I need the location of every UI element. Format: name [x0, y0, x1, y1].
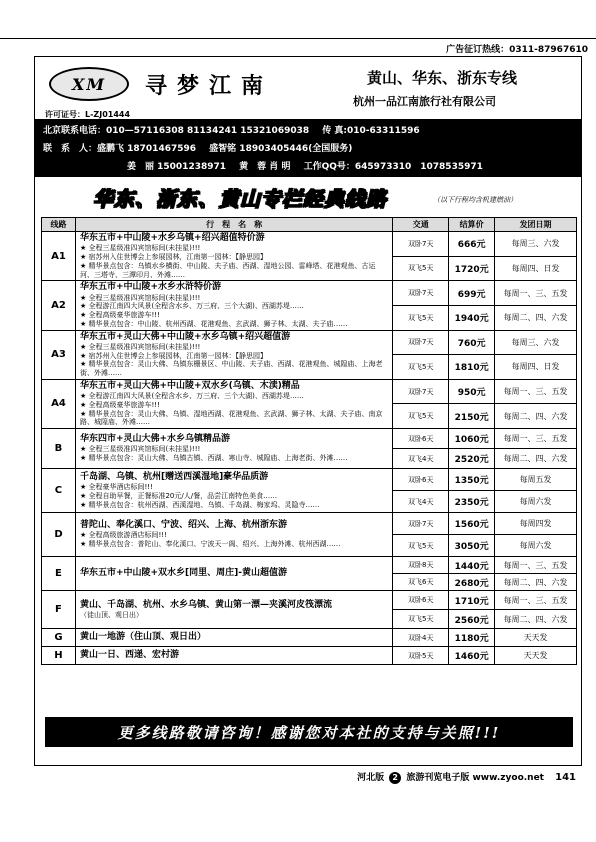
route-dept: 每周一、三、五发	[495, 591, 577, 610]
route-traffic: 双卧7天	[393, 281, 449, 306]
route-traffic: 双卧8天	[393, 557, 449, 574]
route-description	[75, 513, 392, 557]
route-detail-line: ★ 全程高级豪华旅游车!!!	[79, 400, 160, 409]
route-dept: 每周六发	[495, 491, 577, 513]
route-price: 2680元	[449, 574, 495, 591]
header-name: 行 程 名 称	[75, 218, 392, 232]
route-dept: 每周三、六发	[495, 330, 577, 355]
route-traffic: 双飞5天	[393, 305, 449, 330]
route-price: 950元	[449, 379, 495, 404]
contact-person-3: 姜 丽 15001238971	[127, 162, 227, 172]
top-divider	[0, 38, 596, 39]
route-detail-line: ★ 精华景点包含：乌镇水乡横街、中山陵、夫子庙、西湖、湿地公园、雷峰塔、花港观鱼、古运河、三塔寺、三潭印月、外滩……	[79, 261, 376, 279]
route-dept: 天天发	[495, 629, 577, 647]
route-detail-line: ★ 全程自助早餐，正餐标准20元/人/餐，品尝江南特色美食……	[79, 491, 278, 500]
route-dept: 每周二、四、六发	[495, 610, 577, 629]
route-price: 1560元	[449, 513, 495, 535]
route-dept: 每周一、三、五发	[495, 557, 577, 574]
table-header-row	[42, 218, 577, 232]
qq-numbers: 工作QQ号：645973310 1078535971	[303, 162, 483, 172]
route-price: 699元	[449, 281, 495, 306]
route-name: 黄山一日、西递、宏村游	[79, 649, 179, 660]
route-name: 华东四市+灵山大佛+水乡乌镇精品游	[79, 434, 231, 445]
route-traffic: 双飞4天	[393, 491, 449, 513]
route-dept: 每周二、四、六发	[495, 305, 577, 330]
route-dept: 天天发	[495, 647, 577, 665]
route-dept: 每周一、三、五发	[495, 281, 577, 306]
footer-region: 河北版	[357, 773, 385, 783]
route-traffic: 双飞5天	[393, 535, 449, 557]
ad-page	[34, 56, 582, 766]
table-row	[42, 647, 577, 665]
route-detail-line: ★ 全程三星级准四宾馆标间(未挂星)!!!	[79, 244, 201, 253]
route-detail-line: ★ 全程高级旅游酒店标间!!!	[79, 531, 167, 540]
route-code: D	[42, 513, 76, 557]
route-name: 黄山、千岛湖、杭州、水乡乌镇、黄山第一漂—夹溪河皮筏漂流	[79, 599, 332, 610]
route-traffic: 双飞5天	[393, 610, 449, 629]
route-traffic: 双卧7天	[393, 232, 449, 257]
route-detail-line: ★ 精华景点包含：中山陵、杭州西湖、花港观鱼、玄武湖、狮子林、太湖、夫子庙……	[79, 319, 348, 328]
route-detail-line: ★ 精华景点包含：灵山大佛、乌镇东栅景区、中山陵、夫子庙、西湖、花港观鱼、城隍庙、上海老街、外滩……	[79, 360, 383, 377]
route-traffic: 双飞5天	[393, 256, 449, 281]
route-price: 760元	[449, 330, 495, 355]
route-dept: 每周一、三、五发	[495, 429, 577, 449]
route-dept: 每周三、六发	[495, 232, 577, 257]
route-code: C	[42, 469, 76, 513]
route-detail-line: （徒山顶、观日出）	[79, 610, 143, 619]
route-price: 1710元	[449, 591, 495, 610]
page-footer	[357, 770, 576, 784]
contact-person-2: 盛智铭 18903405446(全国服务)	[209, 144, 353, 154]
route-price: 2150元	[449, 404, 495, 429]
route-price: 1810元	[449, 355, 495, 380]
route-code: A2	[42, 281, 76, 330]
table-row	[42, 330, 577, 355]
route-name: 千岛湖、乌镇、杭州[赠送西溪湿地]豪华品质游	[79, 471, 269, 482]
route-dept: 每周四发	[495, 513, 577, 535]
route-description	[75, 557, 392, 591]
route-code: G	[42, 629, 76, 647]
route-traffic: 双卧4天	[393, 629, 449, 647]
contact-row-3	[127, 159, 493, 172]
header-price: 结算价	[449, 218, 495, 232]
route-detail-line: ★ 精华景点包含：灵山大佛、乌镇古镇、西湖、寒山寺、城隍庙、上海老街、外滩……	[79, 454, 348, 463]
header-traffic: 交通	[393, 218, 449, 232]
route-name: 普陀山、奉化溪口、宁波、绍兴、上海、杭州浙东游	[79, 520, 287, 531]
route-dept: 每周四、日发	[495, 355, 577, 380]
table-row	[42, 591, 577, 610]
route-code: F	[42, 591, 76, 629]
route-description	[75, 379, 392, 428]
route-code: A4	[42, 379, 76, 428]
route-detail-line: ★ 全程高级豪华旅游车!!!	[79, 311, 160, 319]
route-name: 华东五市+中山陵+水乡水浒特价游	[79, 282, 222, 293]
route-name: 黄山一地游（住山顶、观日出）	[79, 631, 206, 642]
page-number: 141	[555, 772, 576, 783]
route-detail-line: ★ 精华景点包含：杭州西湖、西溪湿地、乌镇、千岛湖、梅家坞、灵隐寺……	[79, 500, 320, 509]
route-code: E	[42, 557, 76, 591]
route-dept: 每周六发	[495, 535, 577, 557]
route-traffic: 双飞5天	[393, 355, 449, 380]
route-code: H	[42, 647, 76, 665]
contact-row-2	[43, 141, 362, 154]
company-name: 杭州一品江南旅行社有限公司	[353, 95, 496, 108]
table-row	[42, 513, 577, 535]
route-dept: 每周四、日发	[495, 256, 577, 281]
license-number: 许可证号：L-ZJ01444	[45, 110, 131, 119]
contact-row-1	[43, 123, 430, 136]
route-price: 2520元	[449, 449, 495, 469]
table-row	[42, 469, 577, 491]
route-description	[75, 591, 392, 629]
contact-bar	[35, 119, 581, 177]
route-price: 2350元	[449, 491, 495, 513]
route-traffic: 双卧7天	[393, 379, 449, 404]
route-detail-line: ★ 精华景点包含：灵山大佛、乌镇、湿地西湖、花港观鱼、玄武湖、狮子林、太湖、夫子庙、南京路、城隍庙、外滩……	[79, 409, 383, 427]
route-dept: 每周二、四、六发	[495, 404, 577, 429]
bottom-banner: 更多线路敬请咨询！感谢您对本社的支持与关照!!!	[45, 717, 573, 747]
route-description	[75, 469, 392, 513]
route-traffic: 双卧6天	[393, 591, 449, 610]
table-row	[42, 232, 577, 257]
ad-hotline: 广告征订热线：0311-87967610	[446, 45, 588, 55]
section-title: 华东、浙东、黄山专栏经典线路	[93, 187, 387, 211]
route-traffic: 双卧7天	[393, 330, 449, 355]
route-price: 1460元	[449, 647, 495, 665]
header-code: 线路	[42, 218, 76, 232]
route-description	[75, 330, 392, 379]
route-traffic: 双飞4天	[393, 449, 449, 469]
table-row	[42, 379, 577, 404]
section-note: （以下行程均含机建燃油）	[433, 196, 517, 204]
table-row	[42, 629, 577, 647]
route-dept: 每周一、三、五发	[495, 379, 577, 404]
route-description	[75, 281, 392, 330]
route-code: A1	[42, 232, 76, 281]
route-price: 1350元	[449, 469, 495, 491]
table-row	[42, 429, 577, 449]
route-name: 华东五市+中山陵+双水乡[同里、周庄]-黄山超值游	[79, 567, 287, 578]
route-price: 666元	[449, 232, 495, 257]
route-traffic: 双卧6天	[393, 429, 449, 449]
brand-title: 寻梦江南	[145, 73, 274, 99]
route-price: 1060元	[449, 429, 495, 449]
contact-person-1: 联 系 人：盛鹏飞 18701467596	[43, 144, 197, 154]
route-dept: 每周五发	[495, 469, 577, 491]
route-dept: 每周二、四、六发	[495, 574, 577, 591]
contact-person-4: 黄 蓉 肖 明	[239, 162, 291, 172]
route-dept: 每周二、四、六发	[495, 449, 577, 469]
route-traffic: 双卧5天	[393, 647, 449, 665]
route-traffic: 双卧6天	[393, 469, 449, 491]
beijing-phone: 北京联系电话：010—57116308 81134241 15321069038	[43, 126, 310, 136]
route-name: 华东五市+灵山大佛+中山陵+水乡乌镇+绍兴超值游	[79, 331, 291, 342]
footer-guide: 旅游刊览电子版 www.zyoo.net	[406, 773, 544, 783]
route-traffic: 双飞6天	[393, 574, 449, 591]
table-row	[42, 281, 577, 306]
route-price: 1940元	[449, 305, 495, 330]
route-code: A3	[42, 330, 76, 379]
route-price: 3050元	[449, 535, 495, 557]
route-code: B	[42, 429, 76, 469]
route-detail-line: ★ 宿苏州入住世博会上参展园林，江南第一园林：【静思园】	[79, 351, 267, 360]
header-dept: 发团日期	[495, 218, 577, 232]
route-detail-line: ★ 全程三星级准四宾馆标间(未挂星)!!!	[79, 445, 201, 454]
route-name: 华东五市+中山陵+水乡乌镇+绍兴超值特价游	[79, 233, 265, 243]
routes-table	[41, 217, 577, 665]
route-detail-line: ★ 精华景点包含：普陀山、奉化溪口、宁波天一阁、绍兴、上海外滩、杭州西湖……	[79, 540, 341, 549]
route-detail-line: ★ 全程三星级准四宾馆标间(未挂星)!!!	[79, 342, 201, 351]
footer-circle-badge: 2	[389, 772, 401, 784]
route-traffic: 双飞5天	[393, 404, 449, 429]
route-price: 2560元	[449, 610, 495, 629]
routes-body	[42, 232, 577, 665]
route-description	[75, 232, 392, 281]
route-description	[75, 629, 392, 647]
table-row	[42, 557, 577, 574]
route-description	[75, 429, 392, 469]
route-price: 1180元	[449, 629, 495, 647]
route-detail-line: ★ 全程游江南四大风景(全程含水乡、万三府、三个大湖)、西湖苏堤……	[79, 302, 304, 311]
route-description	[75, 647, 392, 665]
route-traffic: 双卧7天	[393, 513, 449, 535]
route-price: 1440元	[449, 557, 495, 574]
route-detail-line: ★ 全程游江南四大风景(全程含水乡、万三府、三个大湖)、西湖苏堤……	[79, 392, 304, 400]
route-detail-line: ★ 全程豪华酒店标间!!!	[79, 483, 153, 491]
route-price: 1720元	[449, 256, 495, 281]
route-headline: 黄山、华东、浙东专线	[367, 69, 518, 87]
company-logo: XM	[49, 67, 129, 101]
fax: 传 真:010-63311596	[322, 126, 420, 136]
route-name: 华东五市+灵山大佛+中山陵+双水乡(乌镇、木渎)精品	[79, 380, 300, 391]
route-detail-line: ★ 全程三星级准四宾馆标间(未挂星)!!!	[79, 293, 201, 302]
route-detail-line: ★ 宿苏州入住世博会上参展园林，江南第一园林：【静思园】	[79, 253, 267, 261]
